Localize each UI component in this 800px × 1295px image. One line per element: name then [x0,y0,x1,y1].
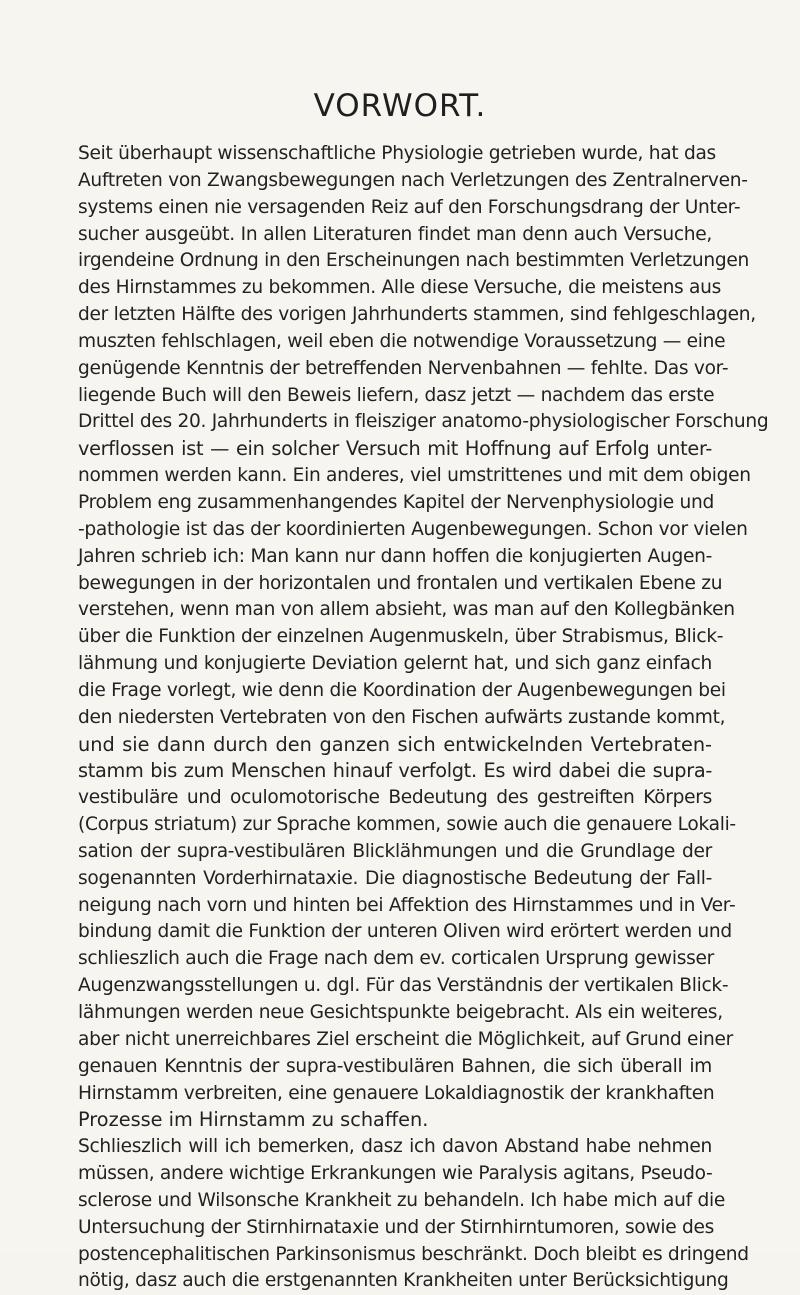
text-line: Seit überhaupt wissenschaftliche Physiologie getrieben wurde, hat das [78,143,716,164]
text-line: muszten fehlschlagen, weil eben die notwendige Voraussetzung — eine [78,330,726,352]
text-line: müssen, andere wichtige Erkrankungen wie Paralysis agitans, Pseudo- [78,1163,713,1185]
text-line: sation der supra-vestibulären Blicklähmungen und die Grundlage der [78,840,712,862]
text-line: Problem eng zusammenhangendes Kapitel der Nervenphysiologie und [78,491,714,513]
text-line: verflossen ist — ein solcher Versuch mit Hoffnung auf Erfolg unter- [78,437,712,461]
text-line: lähmungen werden neue Gesichtspunkte beigebracht. Als ein weiteres, [78,1002,723,1023]
body-text [78,141,769,1295]
text-line: über die Funktion der einzelnen Augenmuskeln, über Strabismus, Blick- [78,626,724,648]
text-line: -pathologie ist das der koordinierten Augenbewegungen. Schon vor vielen [78,518,748,540]
text-line: postencephalitischen Parkinsonismus beschränkt. Doch bleibt es dringend [78,1243,749,1265]
text-line: bindung damit die Funktion der unteren Oliven wird erörtert werden und [78,921,732,943]
text-line: des Hirnstammes zu bekommen. Alle diese Versuche, die meistens aus [78,277,722,299]
text-line: Jahren schrieb ich: Man kann nur dann hoffen die konjugierten Augen- [78,545,712,567]
text-line: vestibuläre und oculomotorische Bedeutung des gestreiften Körpers [78,787,712,809]
text-line: Augenzwangsstellungen u. dgl. Für das Verständnis der vertikalen Blick- [78,975,729,997]
text-line: die Frage vorlegt, wie denn die Koordination der Augenbewegungen bei [78,679,726,701]
text-line: genügende Kenntnis der betreffenden Nervenbahnen — fehlte. Das vor- [78,357,729,379]
text-line: der letzten Hälfte des vorigen Jahrhunderts stammen, sind fehlgeschlagen, [78,304,756,326]
text-line: verstehen, wenn man von allem absieht, was man auf den Kollegbänken [78,599,735,621]
text-line: neigung nach vorn und hinten bei Affektion des Hirnstammes und in Ver- [78,894,736,916]
text-line: Auftreten von Zwangsbewegungen nach Verletzungen des Zentralnerven- [78,169,748,191]
text-line: aber nicht unerreichbares Ziel erscheint die Möglichkeit, auf Grund einer [78,1028,734,1050]
text-line: sclerose und Wilsonsche Krankheit zu behandeln. Ich habe mich auf die [78,1189,725,1211]
text-line: den niedersten Vertebraten von den Fischen aufwärts zustande kommt, [78,706,726,728]
text-line: bewegungen in der horizontalen und frontalen und vertikalen Ebene zu [78,572,723,594]
text-line: Schlieszlich will ich bemerken, dasz ich davon Abstand habe nehmen [78,1136,712,1158]
text-line: Hirnstamm verbreiten, eine genauere Lokaldiagnostik der krankhaften [78,1082,715,1104]
text-line: lähmung und konjugierte Deviation gelernt hat, und sich ganz einfach [78,653,712,675]
text-line: (Corpus striatum) zur Sprache kommen, sowie auch die genauere Lokali- [78,814,736,836]
text-line: genauen Kenntnis der supra-vestibulären Bahnen, die sich überall im [78,1055,712,1077]
text-line: nommen werden kann. Ein anderes, viel umstrittenes und mit dem obigen [78,465,751,487]
text-line: liegende Buch will den Beweis liefern, dasz jetzt — nachdem das erste [78,384,715,406]
paragraph-2 [78,1134,749,1295]
text-line: sucher ausgeübt. In allen Literaturen findet man denn auch Versuche, [78,223,712,245]
text-line: stamm bis zum Menschen hinauf verfolgt. Es wird dabei die supra- [78,759,712,783]
text-line: irgendeine Ordnung in den Erscheinungen nach bestimmten Verletzungen [78,250,750,272]
text-line: schlieszlich auch die Frage nach dem ev. corticalen Ursprung gewisser [78,948,714,970]
text-line: und sie dann durch den ganzen sich entwickelnden Vertebraten- [78,732,712,756]
text-line: Prozesse im Hirnstamm zu schaffen. [78,1108,429,1132]
text-line: Untersuchung der Stirnhirnataxie und der Stirnhirntumoren, sowie des [78,1216,714,1238]
text-line: Drittel des 20. Jahrhunderts in fleisziger anatomo-physiologischer Forschung [78,411,769,433]
text-line: sogenannten Vorderhirnataxie. Die diagnostische Bedeutung der Fall- [78,867,712,889]
page-title: VORWORT. [313,88,487,124]
text-line: nötig, dasz auch die erstgenannten Krankheiten unter Berücksichtigung [78,1270,729,1292]
paragraph-1 [78,141,769,1134]
text-line: systems einen nie versagenden Reiz auf den Forschungsdrang der Unter- [78,196,741,218]
